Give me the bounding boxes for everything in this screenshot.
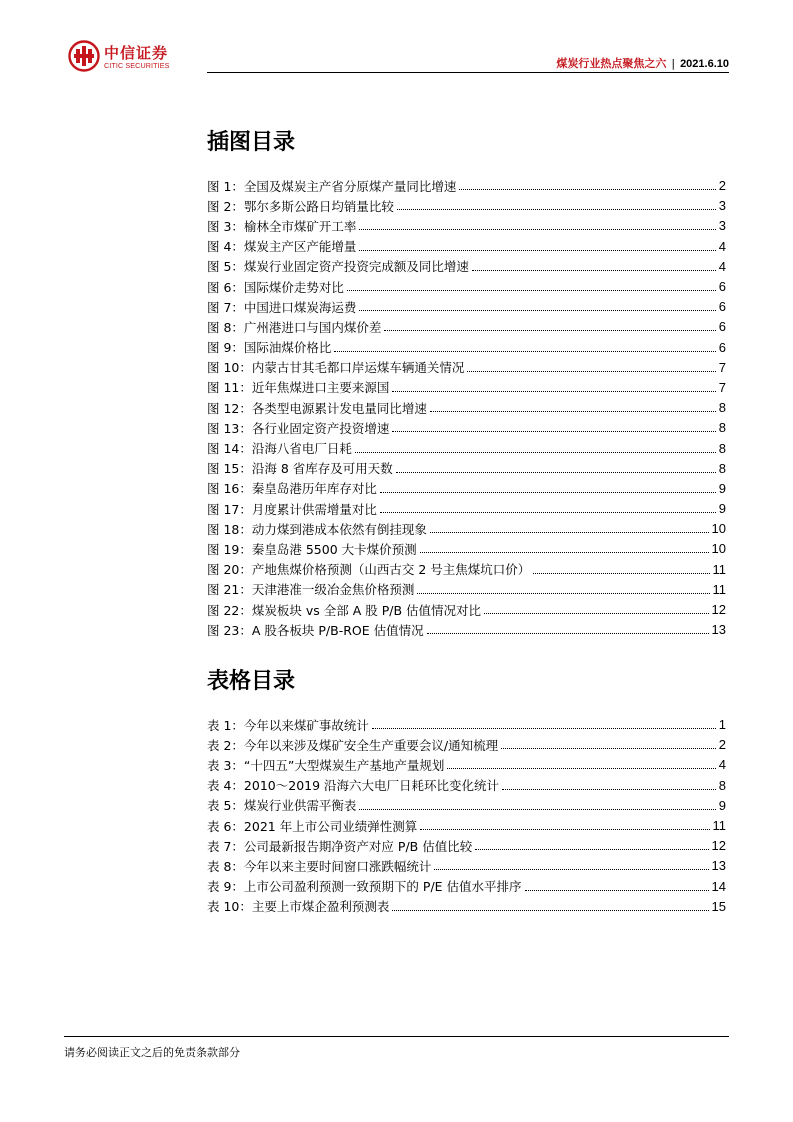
table-entry-label[interactable]: 表 7：公司最新报告期净资产对应 P/B 估值比较 xyxy=(207,838,473,854)
figure-entry-label[interactable]: 图 13：各行业固定资产投资增速 xyxy=(207,420,390,436)
citic-logo-icon xyxy=(68,40,100,72)
dot-leader xyxy=(420,829,709,830)
report-date: 2021.6.10 xyxy=(680,58,729,70)
dot-leader xyxy=(359,310,715,311)
table-entry-page: 14 xyxy=(711,878,726,894)
dot-leader xyxy=(359,809,715,810)
table-entry-label[interactable]: 表 8：今年以来主要时间窗口涨跌幅统计 xyxy=(207,858,432,874)
figure-entry[interactable] xyxy=(207,377,726,397)
figure-entry-page: 9 xyxy=(718,501,726,517)
figure-entry[interactable] xyxy=(207,236,726,256)
table-entry[interactable] xyxy=(207,775,726,795)
figure-entry[interactable] xyxy=(207,559,726,579)
figure-entry-label[interactable]: 图 6：国际煤价走势对比 xyxy=(207,279,344,295)
header-separator: | xyxy=(671,57,676,70)
figure-entry[interactable] xyxy=(207,256,726,276)
table-entry-page: 4 xyxy=(718,757,726,773)
dot-leader xyxy=(359,229,715,230)
figure-entry-label[interactable]: 图 23：A 股各板块 P/B-ROE 估值情况 xyxy=(207,622,424,638)
tables-toc-list xyxy=(207,715,726,917)
figure-entry-page: 8 xyxy=(718,400,726,416)
figure-entry-label[interactable]: 图 9：国际油煤价格比 xyxy=(207,340,332,356)
dot-leader xyxy=(334,351,715,352)
dot-leader xyxy=(396,472,716,473)
table-entry-label[interactable]: 表 6：2021 年上市公司业绩弹性测算 xyxy=(207,818,418,834)
header-divider xyxy=(207,72,729,73)
table-entry[interactable] xyxy=(207,876,726,896)
table-entry-page: 11 xyxy=(712,818,726,834)
figure-entry[interactable] xyxy=(207,276,726,296)
figure-entry-page: 4 xyxy=(718,258,726,274)
figure-entry-page: 12 xyxy=(711,602,726,618)
figure-entry-page: 8 xyxy=(718,440,726,456)
figure-entry-page: 6 xyxy=(718,279,726,295)
dot-leader xyxy=(359,250,715,251)
figure-entry[interactable] xyxy=(207,539,726,559)
figure-entry-label[interactable]: 图 8：广州港进口与国内煤价差 xyxy=(207,319,382,335)
dot-leader xyxy=(355,452,716,453)
figure-entry-page: 7 xyxy=(718,379,726,395)
table-entry[interactable] xyxy=(207,715,726,735)
dot-leader xyxy=(533,573,709,574)
figure-entry[interactable] xyxy=(207,599,726,619)
dot-leader xyxy=(417,593,709,594)
figure-entry-page: 3 xyxy=(718,218,726,234)
report-header xyxy=(556,55,729,71)
figure-entry-page: 13 xyxy=(711,622,726,638)
figure-entry-label[interactable]: 图 19：秦皇岛港 5500 大卡煤价预测 xyxy=(207,541,417,557)
figure-entry[interactable] xyxy=(207,337,726,357)
figure-entry[interactable] xyxy=(207,579,726,599)
dot-leader xyxy=(472,270,716,271)
figures-toc-title: 插图目录 xyxy=(207,130,296,155)
figure-entry-label[interactable]: 图 5：煤炭行业固定资产投资完成额及同比增速 xyxy=(207,259,469,275)
figure-entry-page: 8 xyxy=(718,460,726,476)
figure-entry[interactable] xyxy=(207,357,726,377)
figure-entry[interactable] xyxy=(207,297,726,317)
figure-entry-label[interactable]: 图 11：近年焦煤进口主要来源国 xyxy=(207,380,390,396)
figure-entry-label[interactable]: 图 14：沿海八省电厂日耗 xyxy=(207,441,352,457)
table-entry-page: 8 xyxy=(718,777,726,793)
table-entry-label[interactable]: 表 10：主要上市煤企盈利预测表 xyxy=(207,899,390,915)
table-entry[interactable] xyxy=(207,815,726,835)
figure-entry-label[interactable]: 图 22：煤炭板块 vs 全部 A 股 P/B 估值情况对比 xyxy=(207,602,482,618)
table-entry-label[interactable]: 表 3：“十四五”大型煤炭生产基地产量规划 xyxy=(207,757,445,773)
dot-leader xyxy=(475,849,708,850)
figure-entry[interactable] xyxy=(207,519,726,539)
table-entry[interactable] xyxy=(207,755,726,775)
table-entry[interactable] xyxy=(207,896,726,916)
table-entry-label[interactable]: 表 1：今年以来煤矿事故统计 xyxy=(207,717,369,733)
table-entry[interactable] xyxy=(207,795,726,815)
figure-entry[interactable] xyxy=(207,458,726,478)
dot-leader xyxy=(392,391,715,392)
figure-entry-page: 11 xyxy=(712,561,726,577)
dot-leader xyxy=(384,330,715,331)
figure-entry[interactable] xyxy=(207,499,726,519)
figure-entry-label[interactable]: 图 15：沿海 8 省库存及可用天数 xyxy=(207,461,393,477)
dot-leader xyxy=(484,613,709,614)
dot-leader xyxy=(392,910,708,911)
figure-entry[interactable] xyxy=(207,196,726,216)
dot-leader xyxy=(372,728,716,729)
figure-entry[interactable] xyxy=(207,418,726,438)
table-entry-page: 15 xyxy=(711,898,726,914)
figure-entry-page: 6 xyxy=(718,299,726,315)
figure-entry-page: 3 xyxy=(718,198,726,214)
figure-entry-label[interactable]: 图 10：内蒙古甘其毛都口岸运煤车辆通关情况 xyxy=(207,360,465,376)
dot-leader xyxy=(525,890,709,891)
figure-entry[interactable] xyxy=(207,438,726,458)
figures-toc-list xyxy=(207,176,726,640)
table-entry-page: 13 xyxy=(711,858,726,874)
report-title: 煤炭行业热点聚焦之六 xyxy=(556,57,667,70)
figure-entry-page: 2 xyxy=(718,178,726,194)
dot-leader xyxy=(459,189,715,190)
table-entry-label[interactable]: 表 5：煤炭行业供需平衡表 xyxy=(207,798,357,814)
dot-leader xyxy=(420,552,709,553)
dot-leader xyxy=(467,371,715,372)
figure-entry-page: 10 xyxy=(711,521,726,537)
dot-leader xyxy=(397,209,716,210)
figure-entry[interactable] xyxy=(207,620,726,640)
table-entry-label[interactable]: 表 2：今年以来涉及煤矿安全生产重要会议/通知梳理 xyxy=(207,737,499,753)
table-entry[interactable] xyxy=(207,856,726,876)
figure-entry-label[interactable]: 图 20：产地焦煤价格预测（山西古交 2 号主焦煤坑口价） xyxy=(207,562,531,578)
figure-entry[interactable] xyxy=(207,176,726,196)
figure-entry-label[interactable]: 图 16：秦皇岛港历年库存对比 xyxy=(207,481,377,497)
dot-leader xyxy=(502,789,716,790)
dot-leader xyxy=(434,869,708,870)
figure-entry-page: 9 xyxy=(718,480,726,496)
table-entry-page: 9 xyxy=(718,797,726,813)
dot-leader xyxy=(392,431,715,432)
dot-leader xyxy=(380,492,716,493)
logo-english-text: CITIC SECURITIES xyxy=(104,61,170,70)
figure-entry-label[interactable]: 图 17：月度累计供需增量对比 xyxy=(207,501,377,517)
dot-leader xyxy=(430,411,716,412)
dot-leader xyxy=(380,512,716,513)
table-entry-label[interactable]: 表 4：2010～2019 沿海六大电厂日耗环比变化统计 xyxy=(207,778,500,794)
table-entry-page: 1 xyxy=(718,717,726,733)
figure-entry-label[interactable]: 图 18：动力煤到港成本依然有倒挂现象 xyxy=(207,521,427,537)
figure-entry-label[interactable]: 图 1：全国及煤炭主产省分原煤产量同比增速 xyxy=(207,178,457,194)
dot-leader xyxy=(427,633,709,634)
figure-entry-label[interactable]: 图 4：煤炭主产区产能增量 xyxy=(207,239,357,255)
figure-entry-page: 6 xyxy=(718,319,726,335)
figure-entry-label[interactable]: 图 2：鄂尔多斯公路日均销量比较 xyxy=(207,198,394,214)
tables-toc-title: 表格目录 xyxy=(207,669,296,694)
figure-entry[interactable] xyxy=(207,398,726,418)
figure-entry-label[interactable]: 图 3：榆林全市煤矿开工率 xyxy=(207,218,357,234)
company-logo xyxy=(68,40,178,74)
dot-leader xyxy=(447,768,715,769)
figure-entry[interactable] xyxy=(207,216,726,236)
figure-entry-page: 7 xyxy=(718,359,726,375)
figure-entry[interactable] xyxy=(207,478,726,498)
table-entry[interactable] xyxy=(207,735,726,755)
dot-leader xyxy=(430,532,709,533)
figure-entry-label[interactable]: 图 12：各类型电源累计发电量同比增速 xyxy=(207,400,427,416)
table-entry-page: 2 xyxy=(718,737,726,753)
logo-chinese-text: 中信证券 xyxy=(104,44,169,62)
figure-entry[interactable] xyxy=(207,317,726,337)
table-entry-label[interactable]: 表 9：上市公司盈利预测一致预期下的 P/E 估值水平排序 xyxy=(207,879,522,895)
figure-entry-page: 4 xyxy=(718,238,726,254)
figure-entry-page: 11 xyxy=(712,581,726,597)
dot-leader xyxy=(501,748,716,749)
footer-divider xyxy=(64,1036,729,1037)
footer-disclaimer: 请务必阅读正文之后的免责条款部分 xyxy=(64,1046,240,1059)
table-entry-page: 12 xyxy=(711,838,726,854)
figure-entry-label[interactable]: 图 7：中国进口煤炭海运费 xyxy=(207,299,357,315)
figure-entry-page: 6 xyxy=(718,339,726,355)
figure-entry-label[interactable]: 图 21：天津港准一级冶金焦价格预测 xyxy=(207,582,415,598)
table-entry[interactable] xyxy=(207,836,726,856)
dot-leader xyxy=(347,290,716,291)
figure-entry-page: 8 xyxy=(718,420,726,436)
figure-entry-page: 10 xyxy=(711,541,726,557)
